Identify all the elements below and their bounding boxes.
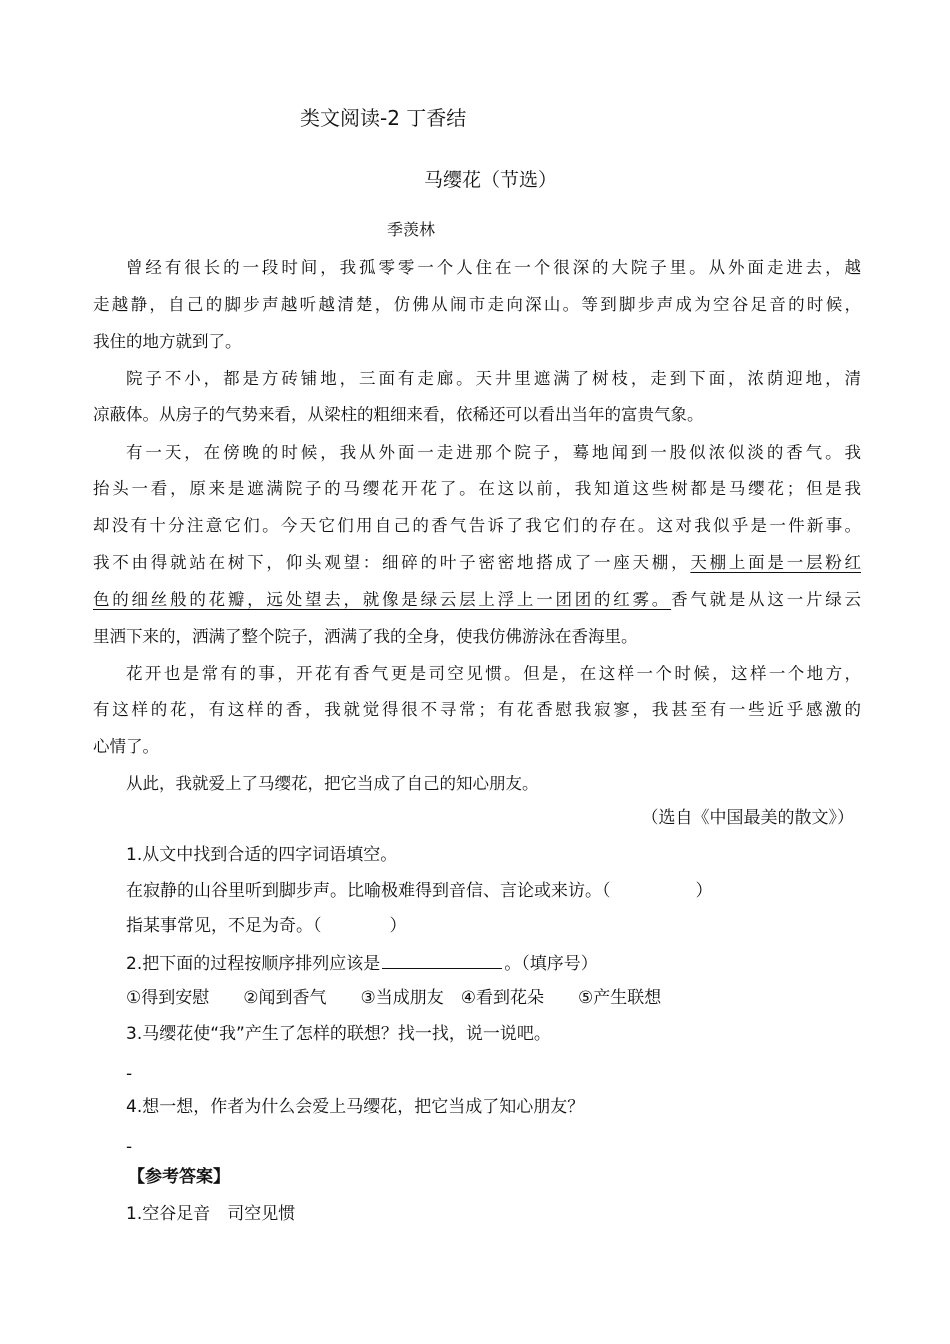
author-name: 季羡林	[387, 220, 436, 239]
answer-heading: 【参考答案】	[128, 1167, 230, 1187]
question-1: 1.从文中找到合适的四字词语填空。	[126, 845, 398, 865]
passage-text: 香气就是从这一片绿云	[671, 590, 862, 609]
passage-line: 凉蔽体。从房子的气势来看，从梁柱的粗细来看，依稀还可以看出当年的富贵气象。	[93, 405, 704, 424]
answer-line-marker: -	[126, 1137, 133, 1157]
passage-line	[93, 588, 861, 612]
passage-line: 却没有十分注意它们。今天它们用自己的香气告诉了我它们的存在。这对我似乎是一件新事。	[93, 516, 861, 535]
passage-line: 院子不小，都是方砖铺地，三面有走廊。天井里遮满了树枝，走到下面，浓荫迎地，清	[126, 369, 861, 388]
underlined-sentence: 色的细丝般的花瓣，远处望去，就像是绿云层上浮上一团团的红雾。	[93, 590, 672, 609]
passage-line: 抬头一看，原来是遮满院子的马缨花开花了。在这以前，我知道这些树都是马缨花；但是我	[93, 479, 861, 498]
question-1b: 指某事常见，不足为奇。（ ）	[126, 916, 407, 936]
passage-line: 花开也是常有的事，开花有香气更是司空见惯。但是，在这样一个时候，这样一个地方，	[126, 664, 861, 683]
question-2-options: ①得到安慰 ②闻到香气 ③当成朋友 ④看到花朵 ⑤产生联想	[126, 988, 662, 1008]
passage-line: 有一天，在傍晚的时候，我从外面一走进那个院子，蓦地闻到一股似浓似淡的香气。我	[126, 443, 861, 462]
answer-blank[interactable]	[382, 950, 502, 969]
question-2	[126, 950, 598, 976]
passage-line: 有这样的花，有这样的香，我就觉得很不寻常；有花香慰我寂寥，我甚至有一些近乎感激的	[93, 700, 861, 719]
question-3: 3.马缨花使“我”产生了怎样的联想？找一找，说一说吧。	[126, 1024, 551, 1044]
passage-line: 走越静，自己的脚步声越听越清楚，仿佛从闹市走向深山。等到脚步声成为空谷足音的时候，	[93, 295, 861, 314]
passage-line: 心情了。	[93, 737, 159, 756]
passage-line: 我住的地方就到了。	[93, 332, 242, 351]
answer-1: 1.空谷足音 司空见惯	[126, 1204, 296, 1224]
page-title: 类文阅读-2 丁香结	[300, 106, 467, 130]
passage-line: 里洒下来的，洒满了整个院子，洒满了我的全身，使我仿佛游泳在香海里。	[93, 627, 638, 646]
passage-text: 我不由得就站在树下，仰头观望：细碎的叶子密密地搭成了一座天棚，	[93, 553, 691, 572]
essay-title: 马缨花（节选）	[424, 169, 558, 191]
question-4: 4.想一想，作者为什么会爱上马缨花，把它当成了知心朋友？	[126, 1097, 585, 1117]
underlined-sentence: 天棚上面是一层粉红	[690, 553, 862, 572]
passage-line	[93, 551, 861, 575]
question-1a: 在寂静的山谷里听到脚步声。比喻极难得到音信、言论或来访。（ ）	[126, 881, 713, 901]
question-2-suffix: 。（填序号）	[504, 954, 598, 974]
question-2-text: 2.把下面的过程按顺序排列应该是	[126, 954, 381, 974]
passage-line: 曾经有很长的一段时间，我孤零零一个人住在一个很深的大院子里。从外面走进去，越	[126, 258, 861, 277]
passage-line: 从此，我就爱上了马缨花，把它当成了自己的知心朋友。	[126, 774, 539, 793]
source-citation: （选自《中国最美的散文》）	[641, 808, 854, 828]
answer-line-marker: -	[126, 1064, 133, 1084]
